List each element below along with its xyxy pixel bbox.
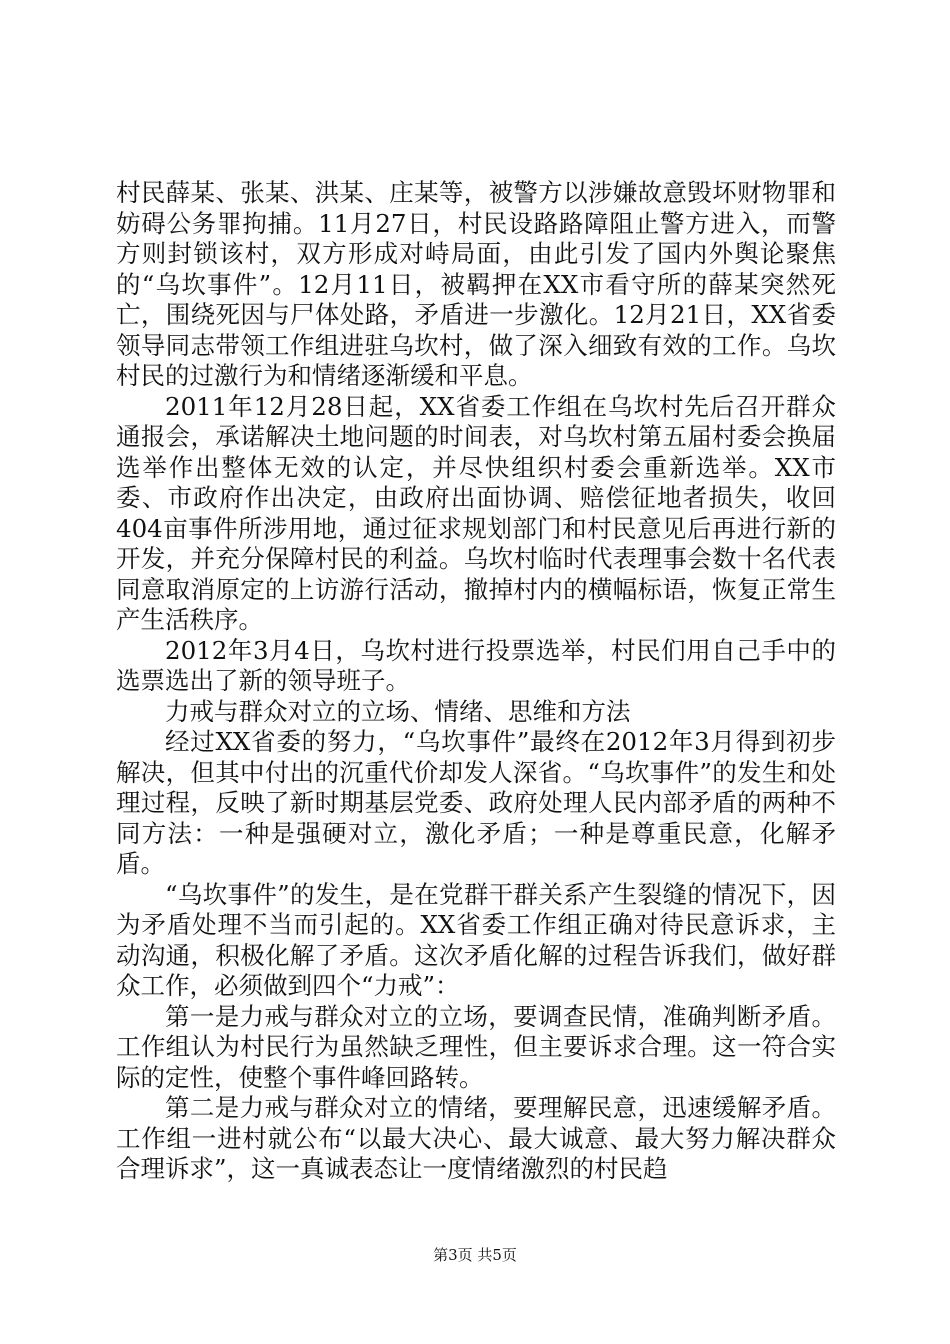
paragraph-7: 第二是力戒与群众对立的情绪，要理解民意，迅速缓解矛盾。工作组一进村就公布“以最大决心、最大诚意、最大努力解决群众合理诉求”，这一真诚表态让一度情绪激烈的村民趋 [116, 1093, 836, 1183]
paragraph-5: “乌坎事件”的发生，是在党群干群关系产生裂缝的情况下，因为矛盾处理不当而引起的。XX省委工作组正确对待民意诉求，主动沟通，积极化解了矛盾。这次矛盾化解的过程告诉我们，做好群众工作，必须做到四个“力戒”： [116, 879, 836, 1000]
document-body [116, 178, 836, 1185]
paragraph-6: 第一是力戒与群众对立的立场，要调查民情，准确判断矛盾。工作组认为村民行为虽然缺乏理性，但主要诉求合理。这一符合实际的定性，使整个事件峰回路转。 [116, 1001, 836, 1092]
paragraph-4: 经过XX省委的努力，“乌坎事件”最终在2012年3月得到初步解决，但其中付出的沉重代价却发人深省。“乌坎事件”的发生和处理过程，反映了新时期基层党委、政府处理人民内部矛盾的两种不同方法：一种是强硬对立，激化矛盾；一种是尊重民意，化解矛盾。 [116, 727, 836, 878]
paragraph-2: 2011年12月28日起，XX省委工作组在乌坎村先后召开群众通报会，承诺解决土地问题的时间表，对乌坎村第五届村委会换届选举作出整体无效的认定，并尽快组织村委会重新选举。XX市委、市政府作出决定，由政府出面协调、赔偿征地者损失，收回404亩事件所涉用地，通过征求规划部门和村民意见后再进行新的开发，并充分保障村民的利益。乌坎村临时代表理事会数十名代表同意取消原定的上访游行活动，撤掉村内的横幅标语，恢复正常生产生活秩序。 [116, 391, 836, 634]
paragraph-3: 2012年3月4日，乌坎村进行投票选举，村民们用自己手中的选票选出了新的领导班子。 [116, 635, 836, 695]
page-number: 第3页 共5页 [433, 1246, 517, 1264]
paragraph-1: 村民薛某、张某、洪某、庄某等，被警方以涉嫌故意毁坏财物罪和妨碍公务罪拘捕。11月27日，村民设路路障阻止警方进入，而警方则封锁该村，双方形成对峙局面，由此引发了国内外舆论聚焦的“乌坎事件”。12月11日，被羁押在XX市看守所的薛某突然死亡，围绕死因与尸体处路，矛盾进一步激化。12月21日，XX省委领导同志带领工作组进驻乌坎村，做了深入细致有效的工作。乌坎村民的过激行为和情绪逐渐缓和平息。 [116, 178, 836, 390]
page-footer [0, 1244, 950, 1265]
section-heading: 力戒与群众对立的立场、情绪、思维和方法 [165, 696, 631, 726]
